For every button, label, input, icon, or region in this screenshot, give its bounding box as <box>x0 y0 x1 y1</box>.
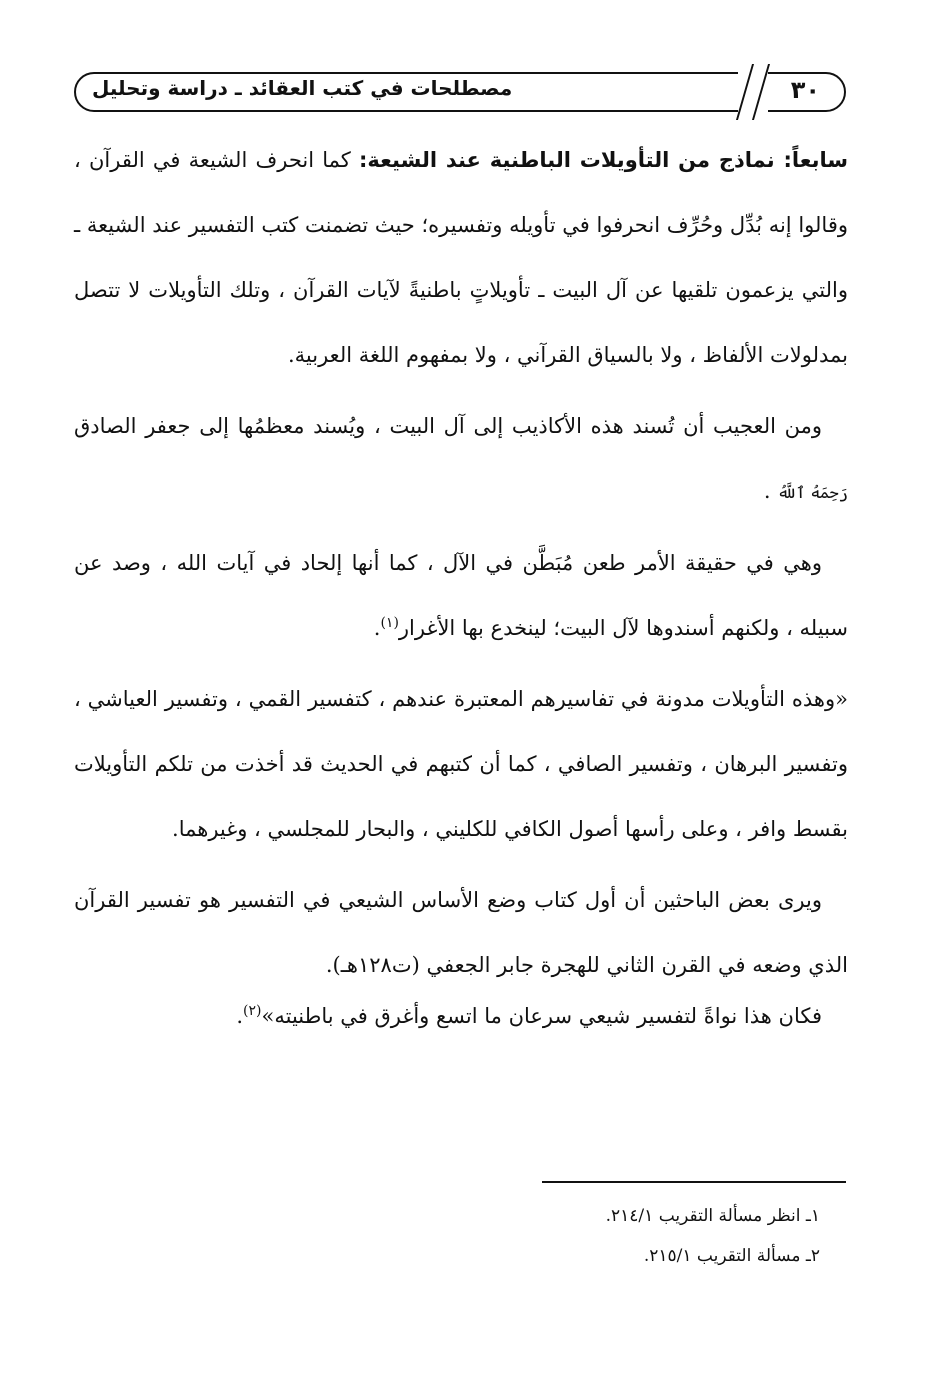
page-number: ٣٠ <box>785 76 826 104</box>
running-header <box>74 66 846 116</box>
paragraph-4 <box>74 667 848 862</box>
footnote-2: ٢ـ مسألة التقريب ٢١٥/١. <box>643 1246 820 1266</box>
paragraph-3-end: . <box>373 616 381 640</box>
footnote-separator <box>542 1181 846 1183</box>
footnotes <box>400 1196 820 1276</box>
paragraph-3-text: وهي في حقيقة الأمر طعن مُبَطَّن في الآل ، كما أنها إلحاد في آيات الله ، وصد عن سبيله ، ولكنهم أسندوها لآل البيت؛ لينخدع بها الأغرار <box>74 551 848 640</box>
paragraph-4-text: «وهذه التأويلات مدونة في تفاسيرهم المعتبرة عندهم ، كتفسير القمي ، وتفسير العياشي ، وتفسير البرهان ، وتفسير الصافي ، كما أن كتبهم في الحديث قد أخذت من تلكم التأويلات بقسط وافر ، وعلى رأسها أصول الكافي للكليني ، والبحار للمجلسي ، وغيرهما. <box>74 687 848 841</box>
paragraph-5-text: ويرى بعض الباحثين أن أول كتاب وضع الأساس الشيعي في التفسير هو تفسير القرآن الذي وضعه في القرن الثاني للهجرة جابر الجعفي (ت١٢٨هـ). <box>74 888 848 977</box>
paragraph-6-end: . <box>236 1004 244 1028</box>
paragraph-6 <box>74 984 848 1049</box>
section-heading: سابعاً: نماذج من التأويلات الباطنية عند الشيعة: <box>359 148 848 172</box>
running-title: مصطلحات في كتب العقائد ـ دراسة وتحليل <box>88 76 516 100</box>
paragraph-6-text: فكان هذا نواةً لتفسير شيعي سرعان ما اتسع وأغرق في باطنيته» <box>261 1004 822 1028</box>
paragraph-2-text: ومن العجيب أن تُسند هذه الأكاذيب إلى آل البيت ، ويُسند معظمُها إلى جعفر الصادق <box>74 414 822 438</box>
footnote-1: ١ـ انظر مسألة التقريب ٢١٤/١. <box>605 1206 820 1226</box>
paragraph-2-end: . <box>763 479 778 503</box>
paragraph-2 <box>74 394 848 525</box>
paragraph-1 <box>74 128 848 388</box>
header-divider-slashes <box>738 66 768 118</box>
footnote-ref-1[interactable]: (١) <box>380 615 399 631</box>
paragraph-1-text: كما انحرف الشيعة في القرآن ، وقالوا إنه بُدِّل وحُرِّف انحرفوا في تأويله وتفسيره؛ حيث تضمنت كتب التفسير عند الشيعة ـ والتي يزعمون تلقيها عن آل البيت ـ تأويلاتٍ باطنيةً لآيات القرآن ، وتلك التأويلات لا تتصل بمدلولات الألفاظ ، ولا بالسياق القرآني ، ولا بمفهوم اللغة العربية. <box>74 148 848 367</box>
main-text <box>74 128 848 1049</box>
honorific-phrase: رَحِمَهُ ٱللَّهُ <box>777 483 848 502</box>
paragraph-5 <box>74 868 848 998</box>
paragraph-3 <box>74 531 848 661</box>
footnote-ref-2[interactable]: (٢) <box>243 1003 262 1019</box>
